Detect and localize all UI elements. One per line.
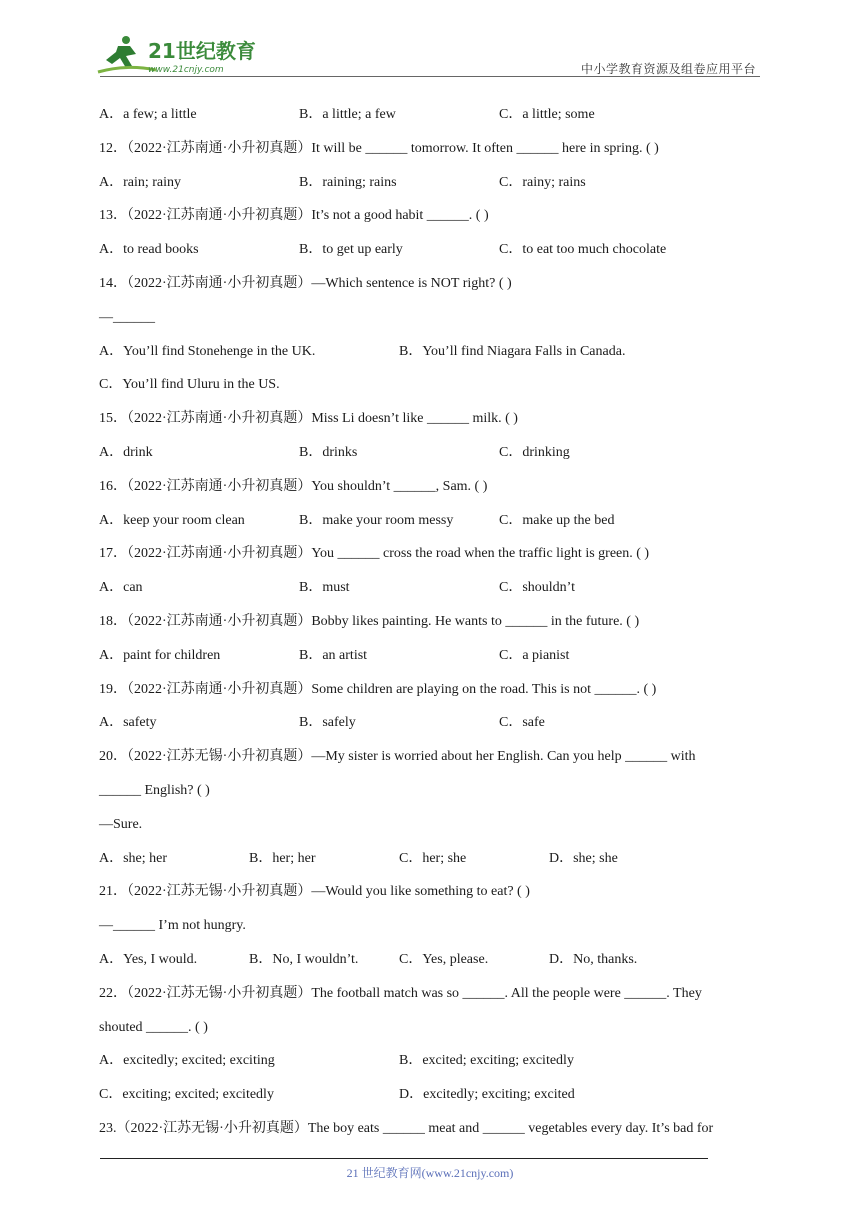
answer-option: B．No, I wouldn’t. — [249, 951, 359, 967]
header-divider — [100, 76, 760, 77]
runner-icon — [96, 34, 266, 78]
question-line: 22．（2022·江苏无锡·小升初真题）The football match was so ______. All the people were ______. They — [99, 985, 702, 1001]
question-line: C．You’ll find Uluru in the US. — [99, 377, 280, 393]
answer-option: C．make up the bed — [499, 512, 615, 528]
question-line: ______ English? ( ) — [99, 782, 210, 798]
answer-option: B．make your room messy — [299, 512, 454, 528]
question-line: 21．（2022·江苏无锡·小升初真题）—Would you like something to eat? ( ) — [99, 884, 530, 900]
question-line: 16．（2022·江苏南通·小升初真题）You shouldn’t ______, Sam. ( ) — [99, 478, 488, 494]
question-line: 12．（2022·江苏南通·小升初真题）It will be ______ tomorrow. It often ______ here in spring. ( ) — [99, 140, 659, 156]
question-line: 20．（2022·江苏无锡·小升初真题）—My sister is worried about her English. Can you help ______ with — [99, 749, 696, 765]
answer-option: C．drinking — [499, 444, 570, 460]
options-row — [99, 104, 763, 138]
platform-title: 中小学教育资源及组卷应用平台 — [580, 62, 756, 76]
options-row — [99, 645, 763, 679]
question-line: 17．（2022·江苏南通·小升初真题）You ______ cross the road when the traffic light is green. ( ) — [99, 546, 650, 562]
options-row — [99, 1084, 763, 1118]
answer-option: D．she; she — [549, 850, 618, 866]
question-line: —______ I’m not hungry. — [99, 918, 246, 934]
answer-option: B．raining; rains — [299, 174, 397, 190]
options-row — [99, 949, 763, 983]
options-row — [99, 1050, 763, 1084]
answer-option: A．You’ll find Stonehenge in the UK. — [99, 343, 316, 359]
options-row — [99, 172, 763, 206]
answer-option: A．she; her — [99, 850, 168, 866]
answer-option: B．a little; a few — [299, 107, 396, 122]
question-line: 18．（2022·江苏南通·小升初真题）Bobby likes painting. He wants to ______ in the future. ( ) — [99, 613, 640, 629]
options-row — [99, 442, 763, 476]
footer-divider — [100, 1158, 708, 1159]
answer-option: A．paint for children — [99, 647, 221, 663]
options-row — [99, 510, 763, 544]
question-line: 15．（2022·江苏南通·小升初真题）Miss Li doesn’t like ______ milk. ( ) — [99, 411, 518, 427]
answer-option: B．her; her — [249, 850, 316, 866]
page-header — [0, 0, 860, 82]
answer-option: B．to get up early — [299, 242, 403, 258]
answer-option: A．rain; rainy — [99, 174, 182, 190]
answer-option: A．Yes, I would. — [99, 951, 198, 967]
options-row — [99, 341, 763, 375]
answer-option: C．a pianist — [499, 647, 570, 663]
answer-option: A．can — [99, 580, 143, 596]
question-line: —______ — [99, 309, 155, 325]
answer-option: C．rainy; rains — [499, 174, 586, 190]
question-line: 13．（2022·江苏南通·小升初真题）It’s not a good habit ______. ( ) — [99, 208, 489, 224]
answer-option: C．shouldn’t — [499, 580, 575, 596]
question-line: 19．（2022·江苏南通·小升初真题）Some children are playing on the road. This is not ______. ( ) — [99, 681, 657, 697]
page-footer: 21 世纪教育网(www.21cnjy.com) — [346, 1166, 514, 1180]
question-line: 14．（2022·江苏南通·小升初真题）—Which sentence is NOT right? ( ) — [99, 275, 512, 291]
options-row — [99, 848, 763, 882]
options-row — [99, 577, 763, 611]
answer-option: B．safely — [299, 715, 356, 731]
answer-option: B．drinks — [299, 444, 358, 460]
logo-text: 21世纪教育 — [148, 39, 256, 63]
answer-option: A．a few; a little — [99, 107, 197, 122]
answer-option: A．safety — [99, 715, 157, 731]
question-list — [99, 104, 763, 1152]
answer-option: C．her; she — [399, 850, 467, 866]
answer-option: B．You’ll find Niagara Falls in Canada. — [399, 343, 626, 359]
answer-option: C．a little; some — [499, 107, 595, 122]
answer-option: B．must — [299, 580, 350, 596]
logo-url: www.21cnjy.com — [148, 65, 224, 75]
question-line: —Sure. — [99, 816, 143, 832]
answer-option: C．Yes, please. — [399, 951, 489, 967]
answer-option: D．No, thanks. — [549, 951, 638, 967]
answer-option: C．to eat too much chocolate — [499, 242, 667, 258]
options-row — [99, 239, 763, 273]
site-logo — [96, 34, 266, 78]
answer-option: A．excitedly; excited; exciting — [99, 1053, 275, 1069]
answer-option: A．keep your room clean — [99, 512, 245, 528]
options-row — [99, 712, 763, 746]
answer-option: B．an artist — [299, 647, 368, 663]
answer-option: D．excitedly; exciting; excited — [399, 1087, 575, 1103]
answer-option: B．excited; exciting; excitedly — [399, 1053, 574, 1069]
question-line: shouted ______. ( ) — [99, 1019, 208, 1035]
answer-option: A．to read books — [99, 242, 199, 258]
answer-option: A．drink — [99, 444, 153, 460]
answer-option: C．safe — [499, 715, 545, 731]
answer-option: C．exciting; excited; excitedly — [99, 1087, 274, 1103]
question-line: 23.（2022·江苏无锡·小升初真题）The boy eats ______ meat and ______ vegetables every day. It’s bad for — [99, 1120, 714, 1136]
